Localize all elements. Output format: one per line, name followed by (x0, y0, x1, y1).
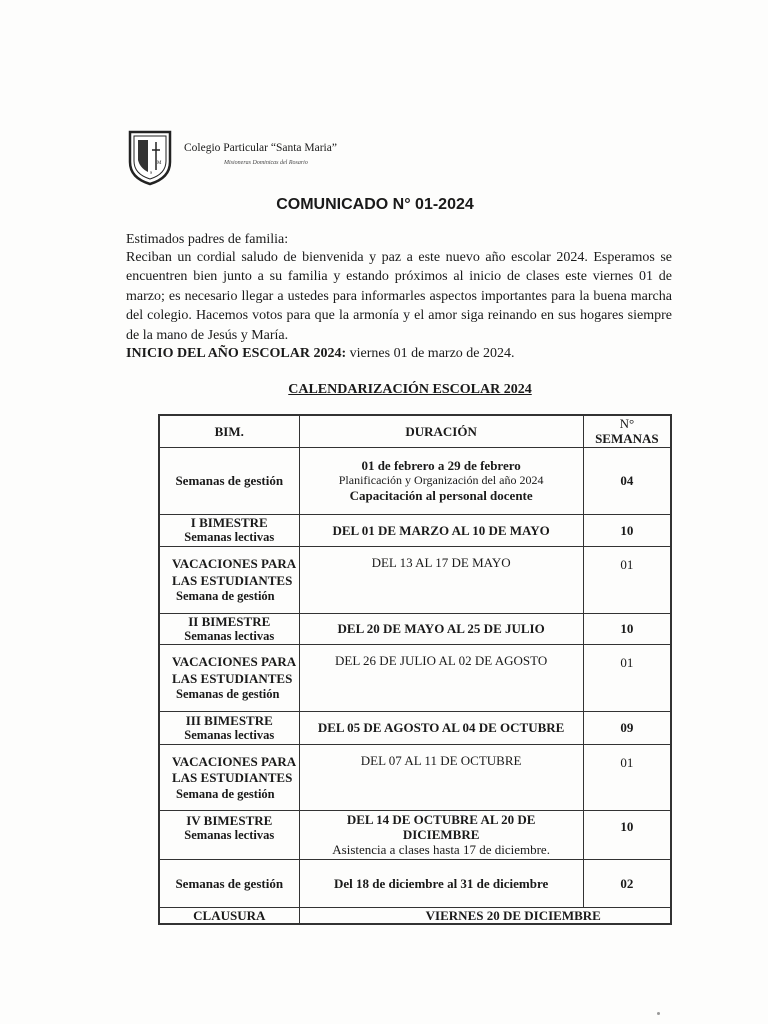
row-weeks: 04 (583, 447, 671, 514)
svg-text:M: M (157, 161, 162, 166)
row-weeks: 10 (583, 810, 671, 859)
greeting: Estimados padres de familia: (126, 232, 289, 247)
row-weeks: 10 (583, 514, 671, 546)
school-year-start (126, 346, 515, 362)
school-subtitle: Misioneras Dominicas del Rosario (224, 160, 308, 166)
table-row (159, 744, 671, 810)
row-bim: VACACIONES PARA LAS ESTUDIANTES Semana de gestión (159, 546, 299, 613)
row-weeks: 02 (583, 859, 671, 907)
row-duration: DEL 07 AL 11 DE OCTUBRE (299, 744, 583, 810)
table-row (159, 447, 671, 514)
table-row (159, 546, 671, 613)
row-bim: II BIMESTRE Semanas lectivas (159, 613, 299, 644)
school-crest-logo (126, 128, 174, 186)
table-header-row (159, 415, 671, 447)
body-paragraph: Reciban un cordial saludo de bienvenida y paz a este nuevo año escolar 2024. Esperamos se encuentren bien junto a su familia y estando próximos al inicio de clases este viernes 01 de marzo; es necesario llegar a ustedes para informarles aspectos importantes para la buena marcha del colegio. Hacemos votos para que la armonía y el amor siga reinando en sus hogares siempre de la mano de Jesús y María. (126, 250, 672, 343)
row-duration: DEL 26 DE JULIO AL 02 DE AGOSTO (299, 644, 583, 711)
row-duration: DEL 01 DE MARZO AL 10 DE MAYO (299, 514, 583, 546)
row-bim: VACACIONES PARA LAS ESTUDIANTES Semanas de gestión (159, 644, 299, 711)
row-duration: DEL 05 DE AGOSTO AL 04 DE OCTUBRE (299, 711, 583, 744)
row-duration: Del 18 de diciembre al 31 de diciembre (299, 859, 583, 907)
school-year-start-value: viernes 01 de marzo de 2024. (349, 346, 515, 361)
row-bim: Semanas de gestión (159, 447, 299, 514)
row-weeks: 01 (583, 644, 671, 711)
calendar-title: CALENDARIZACIÓN ESCOLAR 2024 (288, 382, 532, 397)
school-name: Colegio Particular “Santa Maria” (184, 142, 337, 154)
row-bim: III BIMESTRE Semanas lectivas (159, 711, 299, 744)
table-row (159, 859, 671, 907)
table-row (159, 644, 671, 711)
row-bim: I BIMESTRE Semanas lectivas (159, 514, 299, 546)
row-weeks: 01 (583, 744, 671, 810)
table-row (159, 613, 671, 644)
school-info (184, 142, 404, 166)
row-weeks: 09 (583, 711, 671, 744)
row-duration: VIERNES 20 DE DICIEMBRE (299, 907, 671, 924)
table-row (159, 711, 671, 744)
row-bim: IV BIMESTRE Semanas lectivas (159, 810, 299, 859)
calendar-table (158, 414, 672, 925)
document-title: COMUNICADO N° 01-2024 (276, 196, 474, 213)
row-bim: Semanas de gestión (159, 859, 299, 907)
table-row (159, 810, 671, 859)
row-weeks: 10 (583, 613, 671, 644)
table-row (159, 514, 671, 546)
row-duration: DEL 20 DE MAYO AL 25 DE JULIO (299, 613, 583, 644)
row-weeks: 01 (583, 546, 671, 613)
row-bim: CLAUSURA (159, 907, 299, 924)
row-duration: 01 de febrero a 29 de febrero Planificación y Organización del año 2024 Capacitación al personal docente (299, 447, 583, 514)
row-duration: DEL 14 DE OCTUBRE AL 20 DE DICIEMBRE Asistencia a clases hasta 17 de diciembre. (299, 810, 583, 859)
header-duration: DURACIÓN (299, 415, 583, 447)
row-bim: VACACIONES PARA LAS ESTUDIANTES Semana de gestión (159, 744, 299, 810)
header-bim: BIM. (159, 415, 299, 447)
header-weeks: N° SEMANAS (583, 415, 671, 447)
scan-speck (657, 1012, 660, 1015)
school-year-start-label: INICIO DEL AÑO ESCOLAR 2024: (126, 346, 347, 361)
row-duration: DEL 13 AL 17 DE MAYO (299, 546, 583, 613)
svg-text:S: S (150, 170, 153, 175)
table-row-closing (159, 907, 671, 924)
